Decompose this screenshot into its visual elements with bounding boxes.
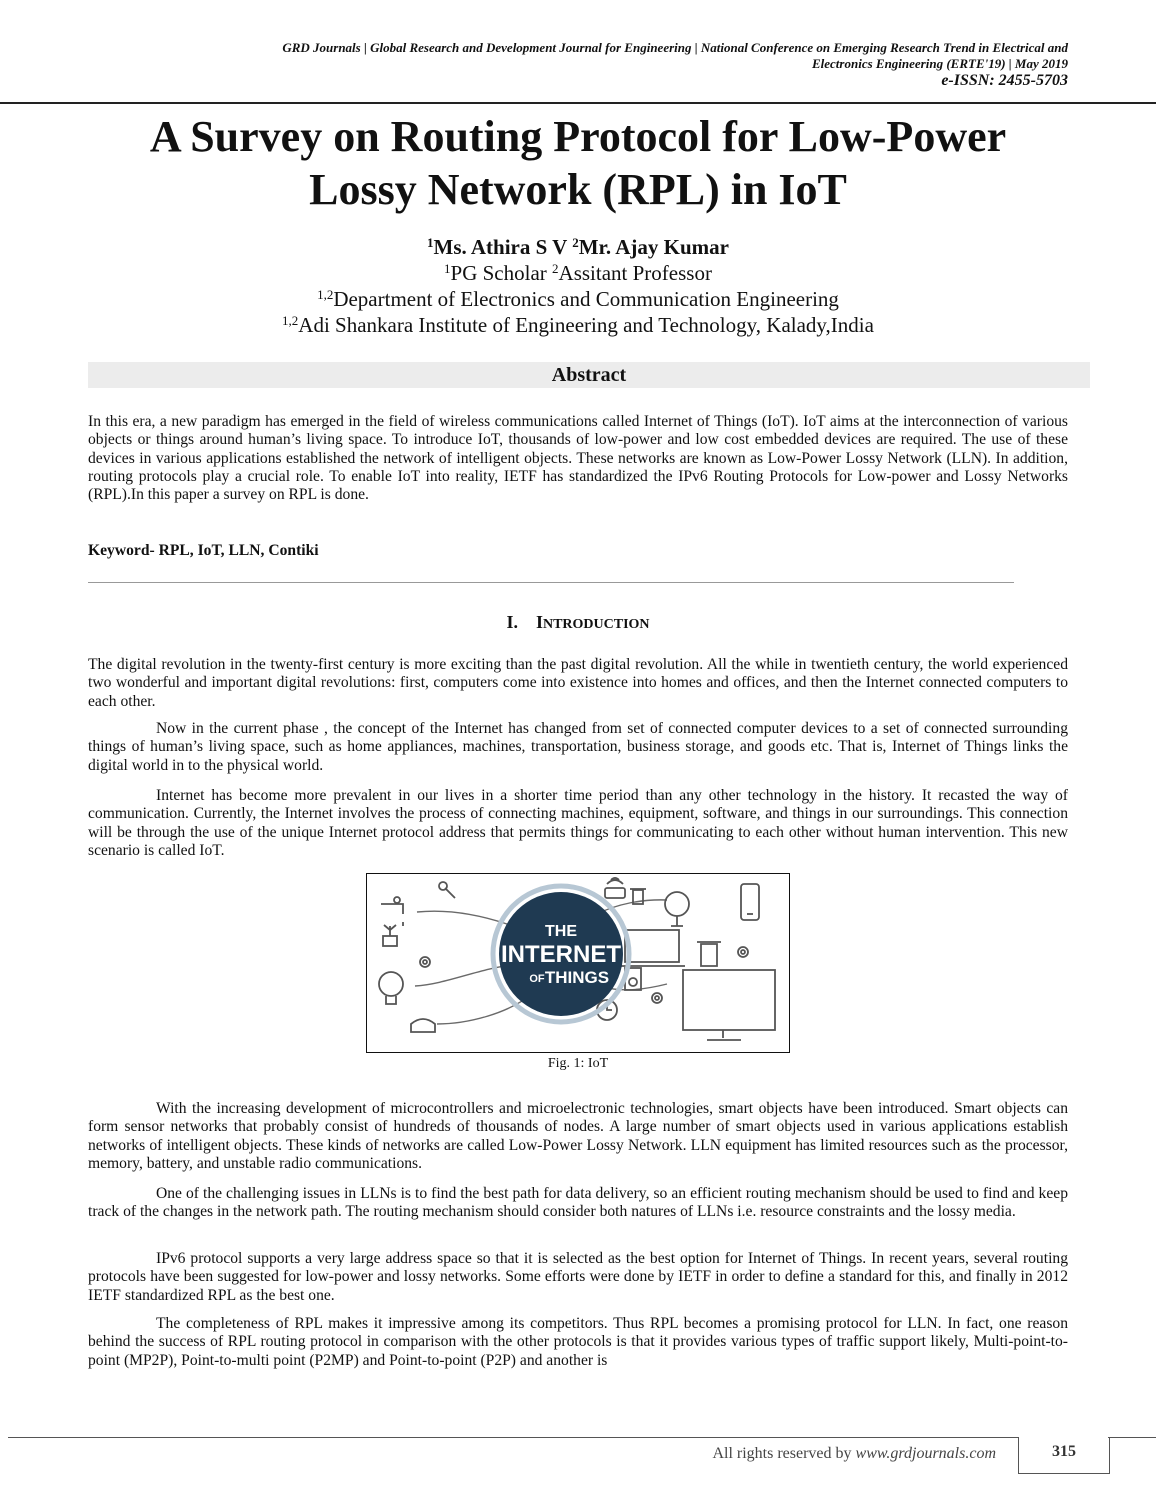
author-department <box>60 286 1096 312</box>
journal-header <box>60 40 1068 90</box>
inst-sup: 1,2 <box>282 313 299 328</box>
wifi-router-icon <box>605 878 625 898</box>
section-title-initial: I <box>535 612 543 632</box>
lightbulb-icon <box>379 972 403 1004</box>
iot-figure <box>366 873 790 1053</box>
logo-line3: THINGS <box>544 968 610 987</box>
journal-header-line1: GRD Journals | Global Research and Development Journal for Engineering | National Conference on Emerging Research Trend in Electrical and <box>282 40 1068 55</box>
paper-title <box>60 110 1096 216</box>
section-title-rest: NTRODUCTION <box>542 617 650 632</box>
header-divider <box>0 102 1156 104</box>
footer-rights <box>712 1444 996 1464</box>
gear-icon <box>652 993 662 1003</box>
role2: Assitant Professor <box>558 261 712 285</box>
journal-header-line2: Electronics Engineering (ERTE'19) | May 2019 <box>811 56 1068 71</box>
intro-paragraph-3: Internet has become more prevalent in our lives in a shorter time period than any other technology in the history. It recasted the way of communication. Currently, the Internet involves the process of connecting machines, equipment, software, and things in our surroundings. This connection will be through the use of the unique Internet protocol address that permits things for communicating to each other without human intervention. This new scenario is called IoT. <box>88 787 1068 859</box>
role2-sup: 2 <box>552 261 559 276</box>
intro-paragraph-6: IPv6 protocol supports a very large address space so that it is selected as the best option for Internet of Things. In recent years, several routing protocols have been suggested for low-power and lossy networks. Some efforts were done by IETF in order to define a standard for this, and finally in 2012 IETF standardized RPL as the best one. <box>88 1250 1068 1304</box>
footer-divider-left <box>8 1437 1018 1438</box>
dept-sup: 1,2 <box>317 287 334 302</box>
faucet-icon <box>381 897 403 926</box>
institute: Adi Shankara Institute of Engineering and Technology, Kalady,India <box>298 313 874 337</box>
page-number: 315 <box>1018 1437 1110 1474</box>
intro-paragraph-1: The digital revolution in the twenty-first century is more exciting than the past digital revolution. All the while in twentieth century, the world experienced two wonderful and important digital revolutions: first, computers come into existence into homes and offices, and then the Internet connected computers to each other. <box>88 656 1068 710</box>
iot-illustration <box>367 874 789 1052</box>
footer-divider-right <box>1108 1437 1156 1438</box>
paper-title-line2: Lossy Network (RPL) in IoT <box>309 165 847 214</box>
abstract-heading: Abstract <box>88 362 1090 388</box>
intro-paragraph-2: Now in the current phase , the concept of the Internet has changed from set of connected computer devices to a set of connected surrounding things of human’s living space, such as home appliances, machines, transportation, business storage, and goods etc. That is, Internet of Things links the digital world in to the physical world. <box>88 720 1068 774</box>
logo-line1: THE <box>545 923 577 940</box>
section-heading-introduction <box>88 612 1068 635</box>
mixer-icon <box>697 942 721 966</box>
abstract-divider <box>88 582 1014 583</box>
section-number: I. <box>506 612 518 632</box>
logo-line2: INTERNET <box>501 941 621 968</box>
department: Department of Electronics and Communication Engineering <box>333 287 839 311</box>
intro-paragraph-4: With the increasing development of microcontrollers and microelectronic technologies, smart objects have been introduced. Smart objects can form sensor networks that probably consist of hundreds of thousands of nodes. A large number of smart objects used in various applications establish networks of intelligent objects. These kinds of networks are called Low-Power Lossy Network. LLN equipment has limited resources such as the processor, memory, battery, and unstable radio communications. <box>88 1100 1068 1172</box>
figure-caption: Fig. 1: IoT <box>547 1056 609 1071</box>
keywords: Keyword- RPL, IoT, LLN, Contiki <box>88 542 319 559</box>
telephone-icon <box>411 1019 435 1032</box>
footer-site-link[interactable]: www.grdjournals.com <box>855 1445 996 1462</box>
gear-icon <box>738 947 748 957</box>
logo-line3-small: OF <box>529 973 545 985</box>
wrench-icon <box>439 882 455 898</box>
role1-sup: 1 <box>444 261 451 276</box>
abstract-text: In this era, a new paradigm has emerged in the field of wireless communications called Internet of Things (IoT). IoT aims at the interconnection of various objects or things around human’s living space. To introduce IoT, thousands of low-power and low cost embedded devices are required. The use of these devices in various applications established the network of intelligent objects. These networks are known as Low-Power Lossy Network (LLN). In addition, routing protocols play a crucial role. To enable IoT into reality, IETF has standardized the IPv6 Routing Protocols for Low-power and Lossy Networks (RPL).In this paper a survey on RPL is done. <box>88 413 1068 504</box>
author1-sup: 1 <box>427 235 434 250</box>
author-names <box>60 234 1096 260</box>
gear-icon <box>420 957 430 967</box>
intro-paragraph-5: One of the challenging issues in LLNs is to find the best path for data delivery, so an efficient routing mechanism should be used to find and keep track of the changes in the network path. The routing mechanism should consider both natures of LLNs i.e. resource constraints and the lossy media. <box>88 1185 1068 1221</box>
author2-name: Mr. Ajay Kumar <box>578 235 729 259</box>
author-institute <box>60 312 1096 338</box>
author1-name: Ms. Athira S V <box>433 235 567 259</box>
issn: e-ISSN: 2455-5703 <box>941 72 1068 89</box>
plant-icon <box>383 925 397 946</box>
phone-icon <box>741 884 759 920</box>
role1: PG Scholar <box>450 261 547 285</box>
author-roles <box>60 260 1096 286</box>
connector-line <box>417 911 507 924</box>
author-block <box>60 234 1096 338</box>
intro-paragraph-7: The completeness of RPL makes it impressive among its competitors. Thus RPL becomes a promising protocol for LLN. In fact, one reason behind the success of RPL routing protocol in comparison with the other protocols is that it provides various types of traffic support likely, Multi-point-to-point (MP2P), Point-to-multi point (P2MP) and Point-to-point (P2P) and another is <box>88 1315 1068 1369</box>
monitor-icon <box>683 970 775 1040</box>
author2-sup: 2 <box>572 235 579 250</box>
paper-title-line1: A Survey on Routing Protocol for Low-Power <box>149 112 1007 161</box>
footer-rights-label: All rights reserved by <box>712 1445 852 1462</box>
fan-icon <box>665 892 689 926</box>
